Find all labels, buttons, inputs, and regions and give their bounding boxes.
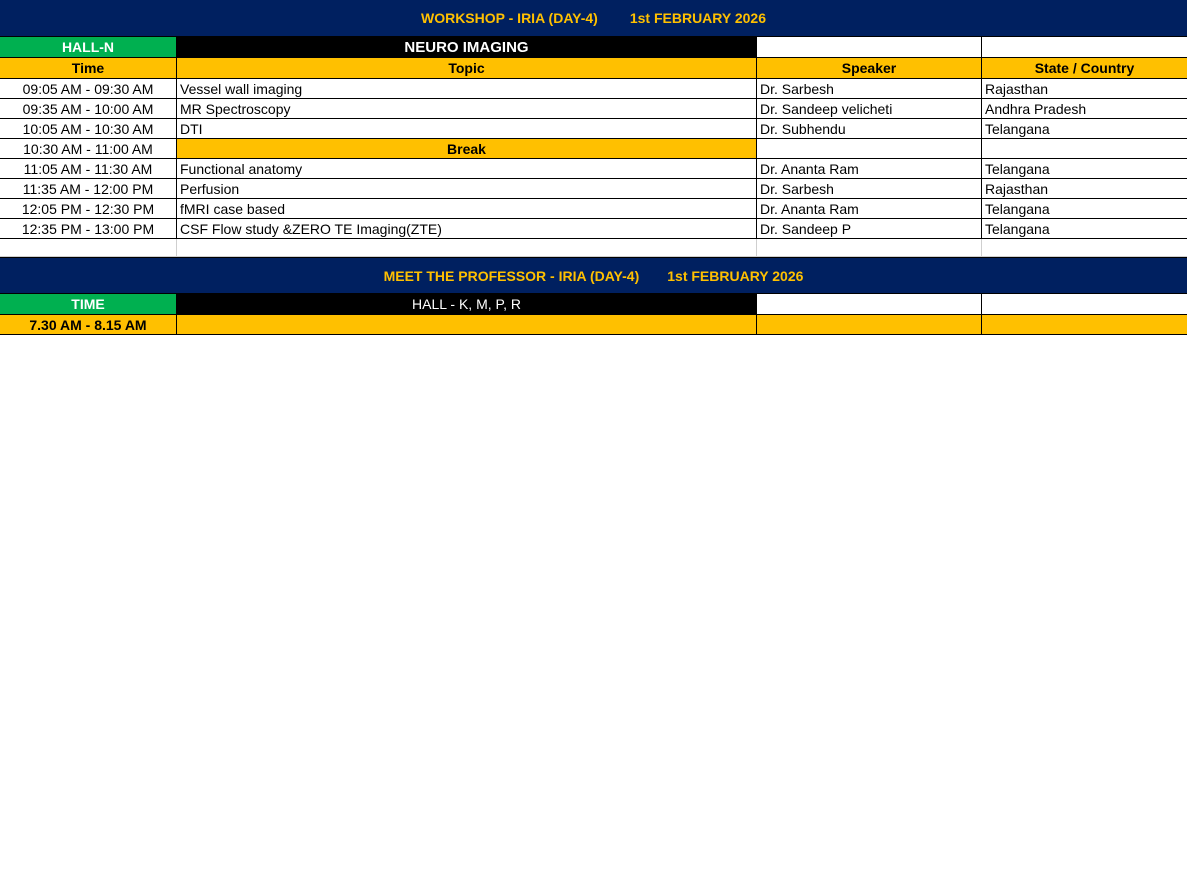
session-topic: fMRI case based (177, 199, 757, 219)
session-state: Rajasthan (982, 179, 1187, 199)
table-row (0, 159, 1187, 179)
workshop-date: 1st FEBRUARY 2026 (629, 10, 766, 26)
empty-cell (982, 37, 1187, 58)
time-header: Time (0, 58, 177, 79)
empty-cell (757, 315, 982, 335)
session-topic: Vessel wall imaging (177, 79, 757, 99)
session-time: 12:35 PM - 13:00 PM (0, 219, 177, 239)
table-row (0, 199, 1187, 219)
session-state: Rajasthan (982, 79, 1187, 99)
session-topic: CSF Flow study &ZERO TE Imaging(ZTE) (177, 219, 757, 239)
session-speaker: Dr. Sarbesh (757, 179, 982, 199)
table-header (0, 58, 1187, 79)
session-speaker: Dr. Sandeep velicheti (757, 99, 982, 119)
session-state: Telangana (982, 219, 1187, 239)
empty-cell (177, 239, 757, 257)
session-speaker: Dr. Sandeep P (757, 219, 982, 239)
session-speaker: Dr. Ananta Ram (757, 159, 982, 179)
professor-date: 1st FEBRUARY 2026 (667, 267, 804, 284)
workshop-banner (0, 0, 1187, 37)
session-speaker: Dr. Subhendu (757, 119, 982, 139)
session-speaker (757, 139, 982, 159)
break-label: Break (177, 139, 757, 159)
session-topic: DTI (177, 119, 757, 139)
empty-cell (757, 294, 982, 315)
table-row (0, 119, 1187, 139)
session-topic: MR Spectroscopy (177, 99, 757, 119)
speaker-header: Speaker (757, 58, 982, 79)
professor-banner (0, 257, 1187, 294)
professor-header-row (0, 294, 1187, 315)
table-row (0, 219, 1187, 239)
professor-slot-row (0, 315, 1187, 335)
section-title: NEURO IMAGING (177, 37, 757, 58)
session-state: Telangana (982, 159, 1187, 179)
session-time: 11:05 AM - 11:30 AM (0, 159, 177, 179)
session-time: 11:35 AM - 12:00 PM (0, 179, 177, 199)
session-time: 09:05 AM - 09:30 AM (0, 79, 177, 99)
hall-label: HALL-N (0, 37, 177, 58)
empty-cell (757, 239, 982, 257)
halls-label: HALL - K, M, P, R (177, 294, 757, 315)
session-time: 10:30 AM - 11:00 AM (0, 139, 177, 159)
session-topic: Perfusion (177, 179, 757, 199)
empty-cell (982, 315, 1187, 335)
empty-cell (982, 294, 1187, 315)
topic-header: Topic (177, 58, 757, 79)
session-state (982, 139, 1187, 159)
workshop-title: WORKSHOP - IRIA (DAY-4) (420, 10, 598, 26)
empty-cell (177, 315, 757, 335)
empty-cell (757, 37, 982, 58)
break-row (0, 139, 1187, 159)
state-header: State / Country (982, 58, 1187, 79)
empty-cell (982, 239, 1187, 257)
session-state: Telangana (982, 199, 1187, 219)
session-time: 10:05 AM - 10:30 AM (0, 119, 177, 139)
table-row (0, 79, 1187, 99)
table-row (0, 99, 1187, 119)
session-state: Andhra Pradesh (982, 99, 1187, 119)
session-speaker: Dr. Sarbesh (757, 79, 982, 99)
table-row (0, 179, 1187, 199)
session-state: Telangana (982, 119, 1187, 139)
slot-time: 7.30 AM - 8.15 AM (0, 315, 177, 335)
time-label: TIME (0, 294, 177, 315)
hall-row (0, 37, 1187, 58)
empty-cell (0, 239, 177, 257)
empty-row (0, 239, 1187, 257)
session-time: 09:35 AM - 10:00 AM (0, 99, 177, 119)
session-topic: Functional anatomy (177, 159, 757, 179)
professor-title: MEET THE PROFESSOR - IRIA (DAY-4) (383, 267, 640, 284)
session-speaker: Dr. Ananta Ram (757, 199, 982, 219)
session-time: 12:05 PM - 12:30 PM (0, 199, 177, 219)
